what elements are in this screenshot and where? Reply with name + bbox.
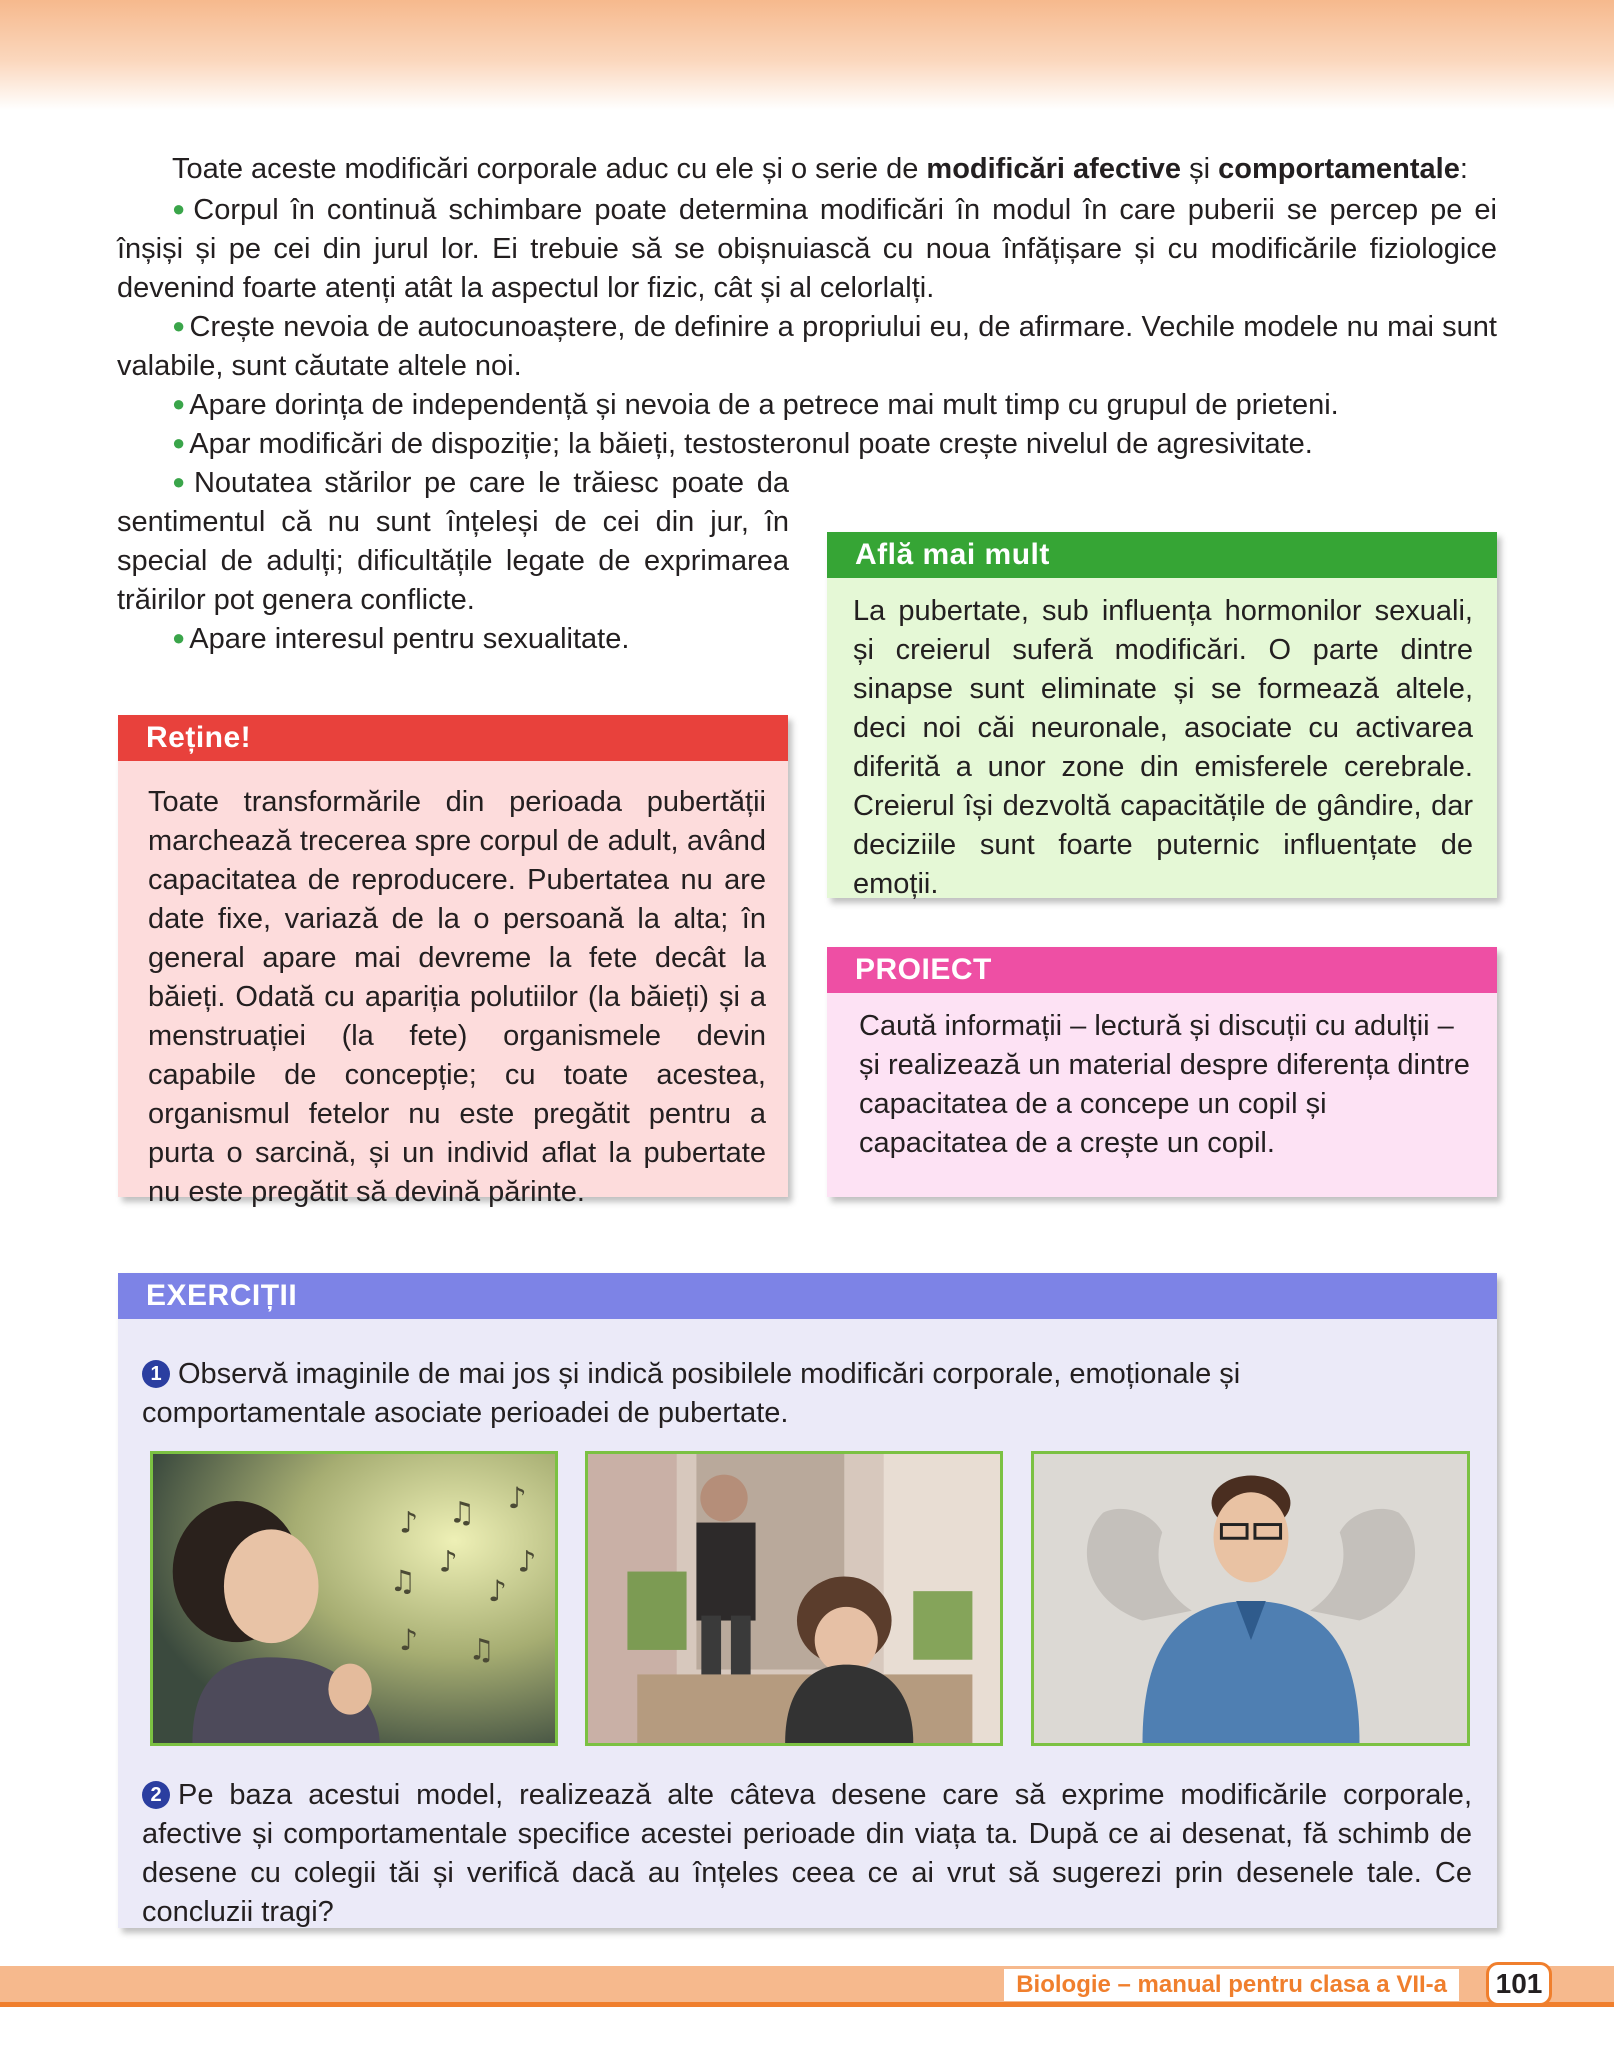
bullet-dot-icon: ●: [172, 430, 186, 455]
afla-box: [827, 532, 1497, 898]
afla-text: La pubertate, sub influența hormonilor sexuali, și creierul suferă modificări. O parte dintre sinapse sunt eliminate și se formează altele, deci noi căi neuronale, asociate cu activarea diferită a unor zone din emisferele cerebrale. Creierul își dezvoltă capacitățile de gândire, dar deciziile sunt foarte puternic influențate de emoții.: [853, 595, 1473, 900]
exercise-number-badge: 1: [142, 1360, 170, 1388]
svg-text:♪: ♪: [399, 1623, 419, 1657]
photo-upset-girl: [585, 1451, 1003, 1746]
retine-title: Reține!: [118, 715, 788, 761]
svg-text:♫: ♫: [468, 1632, 495, 1667]
svg-text:♫: ♫: [448, 1495, 476, 1530]
exercise-2: 2 Pe baza acestui model, realizează alte câteva desene care să exprime modificările corporale, afective și comportamentale specifice acestei perioade din viața ta. După ce ai desenat, fă schimb de desene cu colegii tăi și verifică dacă au înțeles ceea ce ai vrut să sugerezi prin desenele tale. Ce concluzii tragi?: [142, 1779, 1472, 1928]
bullet-dot-icon: ●: [172, 313, 186, 338]
exercitii-title: EXERCIȚII: [118, 1273, 1497, 1319]
bullet-dot-icon: ●: [172, 625, 186, 650]
svg-text:♪: ♪: [487, 1574, 507, 1608]
exercise-number-badge: 2: [142, 1781, 170, 1809]
retine-box: [118, 715, 788, 1208]
svg-text:♪: ♪: [438, 1544, 458, 1579]
bullet-2: ● Crește nevoia de autocunoaștere, de definire a propriului eu, de afirmare. Vechile modele nu mai sunt valabile, sunt căutate altele noi.: [117, 311, 1497, 382]
photo-confident-boy: [1031, 1451, 1470, 1746]
top-banner: [0, 0, 1614, 110]
bullet-6: ● Apare interesul pentru sexualitate.: [172, 623, 630, 655]
afla-title: Află mai mult: [827, 532, 1497, 578]
bullet-dot-icon: ●: [172, 196, 190, 221]
svg-text:♪: ♪: [507, 1480, 527, 1515]
bullet-dot-icon: ●: [172, 391, 186, 416]
page-number: 101: [1486, 1962, 1552, 2006]
bullet-dot-icon: ●: [172, 469, 190, 494]
footer-book-title: Biologie – manual pentru clasa a VII-a: [1004, 1969, 1459, 2001]
proiect-text: Caută informații – lectură și discuții cu adulții – și realizează un material despre diferența dintre capacitatea de a concepe un copil și capacitatea de a crește un copil.: [859, 1010, 1470, 1159]
intro-paragraph: Toate aceste modificări corporale aduc cu ele și o serie de modificări afective și comportamentale:: [172, 153, 1468, 185]
footer-rule: [0, 2002, 1614, 2007]
bullet-4: ● Apar modificări de dispoziție; la băieți, testosteronul poate crește nivelul de agresivitate.: [172, 428, 1313, 460]
bullet-5: ● Noutatea stărilor pe care le trăiesc poate da sentimentul că nu sunt înțeleși de cei din jur, în special de adulți; dificultățile legate de exprimarea trăirilor pot genera conflicte.: [117, 467, 789, 616]
exercise-1: 1 Observă imaginile de mai jos și indică posibilele modificări corporale, emoționale și comportamentale asociate perioadei de pubertate.: [142, 1358, 1241, 1429]
photo-singing-boy: [150, 1451, 558, 1746]
bullet-3: ● Apare dorința de independență și nevoia de a petrece mai mult timp cu grupul de prieteni.: [172, 389, 1339, 421]
bullet-1: ● Corpul în continuă schimbare poate determina modificări în modul în care puberii se percep pe ei înșiși și pe cei din jurul lor. Ei trebuie să se obișnuiască cu noua înfățișare și cu modificările fiziologice devenind foarte atenți atât la aspectul lor fizic, cât și al celorlalți.: [117, 194, 1497, 304]
svg-text:♫: ♫: [389, 1564, 416, 1599]
proiect-title: PROIECT: [827, 947, 1497, 993]
svg-text:♪: ♪: [399, 1505, 419, 1540]
retine-text: Toate transformările din perioada pubertății marchează trecerea spre corpul de adult, având capacitatea de reproducere. Pubertatea nu are date fixe, variază de la o persoană la alta; în general apare mai devreme la fete decât la băieți. Odată cu apariția polutiilor (la băieți) și a menstruației (la fete) organismele devin capabile de concepție; cu toate acestea, organismul fetelor nu este pregătit pentru a purta o sarcină, și un individ aflat la pubertate nu este pregătit să devină părinte.: [148, 786, 766, 1208]
svg-text:♪: ♪: [517, 1544, 537, 1579]
